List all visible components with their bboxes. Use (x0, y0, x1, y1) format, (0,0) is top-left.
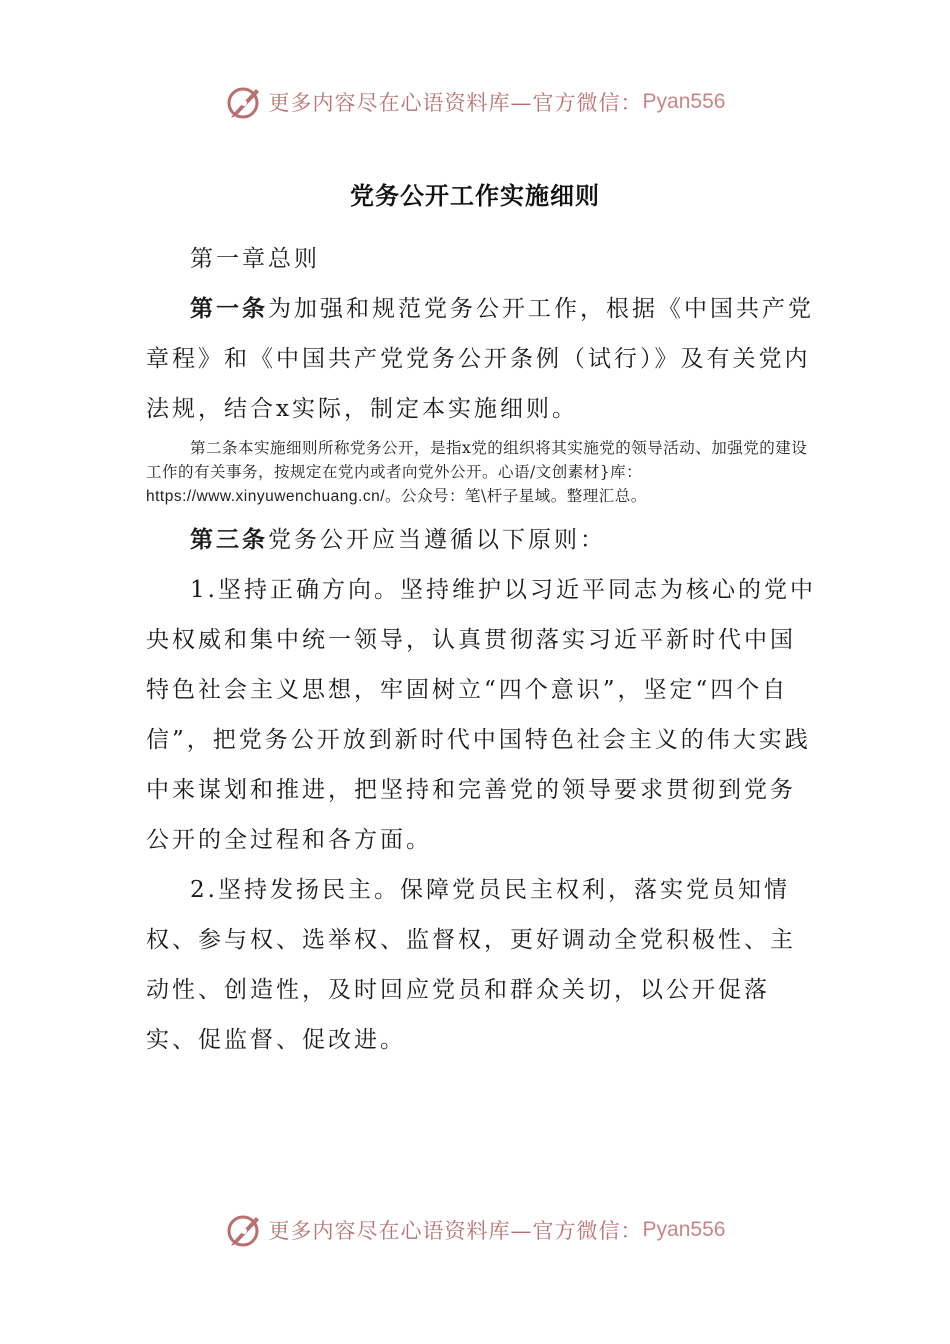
article-2-body: 第二条本实施细则所称党务公开，是指x党的组织将其实施党的领导活动、加强党的建设工作的有关事务，按规定在党内或者向党外公开。心语/文创素材}库： (146, 439, 808, 481)
article-3 (146, 515, 816, 565)
article-2 (146, 436, 816, 509)
article-1-heading: 第一条 (190, 295, 268, 322)
article-1-body: 为加强和规范党务公开工作，根据《中国共产党章程》和《中国共产党党务公开条例（试行）》及有关党内法规，结合x实际，制定本实施细则。 (146, 296, 814, 422)
watermark-text: 更多内容尽在心语资料库—官方微信： (268, 1219, 643, 1243)
pen-circle-logo-icon (225, 1210, 265, 1250)
article-2-url: https://www.xinyuwenchuang.cn/ (146, 488, 386, 505)
document-body (146, 234, 816, 1065)
principle-1: 1.坚持正确方向。坚持维护以习近平同志为核心的党中央权威和集中统一领导，认真贯彻落实习近平新时代中国特色社会主义思想，牢固树立“四个意识”，坚定“四个自信”，把党务公开放到新时代中国特色社会主义的伟大实践中来谋划和推进，把坚持和完善党的领导要求贯彻到党务公开的全过程和各方面。 (146, 577, 816, 853)
article-2-tail: 。公众号：笔\杆子星域。整理汇总。 (385, 487, 647, 505)
pen-circle-logo-icon (225, 82, 265, 122)
document-title: 党务公开工作实施细则 (350, 181, 600, 210)
watermark-account: Pyan556 (642, 1218, 726, 1241)
chapter-heading: 第一章总则 (190, 246, 320, 272)
article-3-body: 党务公开应当遵循以下原则： (268, 527, 606, 553)
watermark-text: 更多内容尽在心语资料库—官方微信： (268, 91, 643, 115)
watermark-account: Pyan556 (642, 90, 726, 113)
article-1 (146, 284, 816, 434)
article-3-heading: 第三条 (190, 526, 268, 553)
header-watermark (0, 80, 950, 124)
principle-2: 2.坚持发扬民主。保障党员民主权利，落实党员知情权、参与权、选举权、监督权，更好调动全党积极性、主动性、创造性，及时回应党员和群众关切，以公开促落实、促监督、促改进。 (146, 877, 796, 1053)
footer-watermark (0, 1208, 950, 1252)
